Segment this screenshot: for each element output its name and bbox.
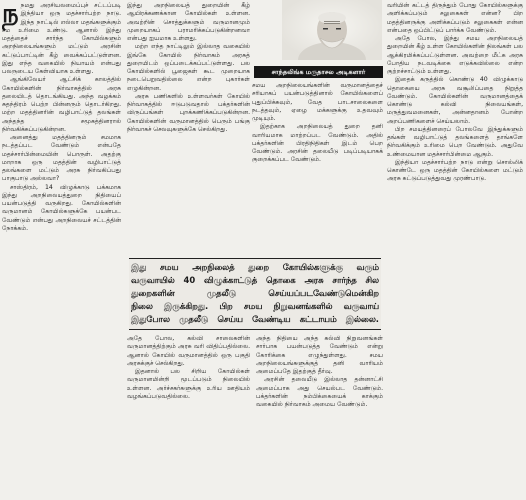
- paragraph: அரசின் தலையீடு இல்லாத தன்னாட்சி அமைப்பாக அது செயல்பட வேண்டும். பக்தர்களின் நம்பிக்கையைக் காக்கும் வகையில் நிர்வாகம் அமைய வேண்டும்.: [256, 376, 383, 408]
- pull-quote: [129, 258, 381, 330]
- pull-quote-line: துறைகளின் முதலீடு செய்யப்படவேண்டுமென்கிற: [131, 288, 379, 298]
- paragraph: இதைக் கருத்தில் கொண்டு 40 விழுக்காடு தொகையை அரசு வசூலிப்பதை நிறுத்த வேண்டும். கோயில்களின் வருமானத்தைக் கொண்டு கல்வி நிலையங்கள், மருத்துவமனைகள், அன்னதானம் போன்ற அறப்பணிகளைச் செய்யலாம்.: [387, 76, 523, 125]
- paragraph: ஆங்கிலேயர் ஆட்சிக் காலத்தில் கோயில்களின் நிர்வாகத்தில் அரசு தலையிடத் தொடங்கியது. அந்த வழக்கம் சுதந்திரம் பெற்ற பின்னரும் தொடர்கிறது. மற்ற மதத்தினரின் வழிபாட்டுத் தலங்கள் அந்தந்த சமூகத்தினரால் நிர்வகிக்கப்படுகின்றன.: [2, 76, 121, 133]
- pull-quote-line: நிலை இருக்கிறது. பிற சமய நிறுவனங்களில் வருவாய்: [131, 301, 379, 311]
- paragraph: மற்ற எந்த நாட்டிலும் இல்லாத வகையில் இங்கே கோயில் நிர்வாகம் அரசுத் துறையிடம் ஒப்படைக்கப்பட்டுள்ளது. பல கோயில்களில் பூஜைகள் கூட முறையாக நடைபெறுவதில்லை என்ற புகார்கள் எழுகின்றன.: [127, 43, 250, 92]
- pull-quote-line: வருவாயில் 40 விழுக்காட்டுத் தொகை அரசு சார்ந்த சில: [131, 275, 379, 285]
- author-portrait: [282, 0, 382, 60]
- drop-cap: ந: [2, 2, 19, 29]
- article-column-1: [2, 2, 121, 498]
- paragraph: இதற்காக அறநிலையத் துறை தனி வாரியமாக மாற்றப்பட வேண்டும். அதில் பக்தர்களின் பிரதிநிதிகள் இடம் பெற வேண்டும். அரசின் தலையீடு படிப்படியாகக் குறைக்கப்பட வேண்டும்.: [252, 123, 383, 164]
- paragraph: இதனால் பல சிறிய கோயில்கள் வருமானமின்றி மூடப்படும் நிலையில் உள்ளன. அர்ச்சகர்களுக்கு உரிய ஊதியம் வழங்கப்படுவதில்லை.: [127, 368, 250, 400]
- paragraph: நமது அரசியலமைப்புச் சட்டப்படி இந்தியா ஒரு மதச்சார்பற்ற நாடு. இந்த நாட்டில் எல்லா மதங்களுக்கும் சம உரிமை உண்டு. ஆனால் இந்து மதத்தைச் சார்ந்த கோயில்களும் அறநிலையங்களும் மட்டும் அரசின் கட்டுப்பாட்டின் கீழ் வைக்கப்பட்டுள்ளன. இது எந்த வகையில் நியாயம் என்பது பலருடைய கேள்வியாக உள்ளது.: [2, 2, 121, 75]
- article-column-4: [387, 2, 523, 498]
- paragraph: அனைத்து மதத்தினரும் சமமாக நடத்தப்பட வேண்டும் என்பதே மதச்சார்பின்மையின் பொருள். அதற்கு மாறாக ஒரு மதத்தின் வழிபாட்டுத் தலங்களை மட்டும் அரசு நிர்வகிப்பது பாகுபாடு அல்லவா?: [2, 134, 121, 183]
- article-column-3-upper: [252, 82, 383, 242]
- paragraph: அரசு பணிகளில் உள்ளவர்கள் கோயில் நிர்வாகத்தில் ஈடுபடுவதால் பக்தர்களின் விருப்பங்கள் புறக்கணிக்கப்படுகின்றன. கோயில்களின் வருமானத்தில் பெரும் பங்கு நிர்வாகச் செலவுகளுக்கே செல்கிறது.: [127, 92, 250, 133]
- portrait-caption: சாந்தலிங்க மருதாசல அடிகளார்: [254, 66, 383, 78]
- paragraph: இந்தியா மதச்சார்பற்ற நாடு என்று சொல்லிக் கொண்டே ஒரு மதத்தின் கோயில்களை மட்டும் அரசு கட்டுப்படுத்துவது முரண்பாடு.: [387, 158, 523, 183]
- paragraph: அதே போல, கல்வி சாலைகளின் வருமானத்திற்கும் அரசு வரி விதிப்பதில்லை. ஆனால் கோயில் வருமானத்தில் ஒரு பகுதி அரசுக்குச் செல்கிறது.: [127, 335, 250, 367]
- pull-quote-line: இது சமய அறநிலைத் துறை கோயில்களுக்கு வரும்: [131, 262, 379, 272]
- paragraph: அந்த நிதியை அந்த கல்வி நிறுவனங்கள் சார்பாக பயன்படுத்த வேண்டும் என்று கோரிக்கை எழுந்துள்ளது. சமய அறநிலையங்களுக்குத் தனி வாரியம் அமைப்பதே இதற்குத் தீர்வு.: [256, 335, 383, 375]
- paragraph: வரியின் கட்டத் திருந்தும் போது கோயில்களுக்கு அளிக்கப்படும் சலுகைகள் என்ன? பிற மதத்தினருக்கு அளிக்கப்படும் சலுகைகள் என்ன என்பதை ஒப்பிட்டுப் பார்க்க வேண்டும்.: [387, 2, 523, 34]
- paragraph: பிற சமயத்தினரைப் போலவே இந்துக்களும் தங்கள் வழிபாட்டுத் தலங்களைத் தாங்களே நிர்வகிக்கும் உரிமை பெற வேண்டும். அதுவே உண்மையான மதச்சார்பின்மை ஆகும்.: [387, 125, 523, 158]
- paragraph: சாஸ்திரம், 14 விழுக்காடு பக்கமாக இந்து அறநிலையத்துறை நிதியைப் பயன்படுத்தி வருகிறது. கோயில்களின் வருமானம் கோயில்களுக்கே பயன்பட வேண்டும் என்பது அறநிலையச் சட்டத்தின் நோக்கம்.: [2, 183, 121, 232]
- paragraph: சமய அறநிலையங்களின் வருமானத்தைச் சரியாகப் பயன்படுத்தினால் கோயில்களைப் புதுப்பிக்கவும், வேத பாடசாலைகளை நடத்தவும், ஏழை மக்களுக்கு உதவவும் முடியும்.: [252, 82, 383, 122]
- article-column-3-lower: [256, 335, 383, 498]
- article-column-2: [127, 2, 250, 242]
- article-column-2-lower: [127, 335, 250, 498]
- paragraph: இந்து அறநிலையத் துறையின் கீழ் ஆயிரக்கணக்கான கோயில்கள் உள்ளன. அவற்றின் சொத்துக்களும் வருமானமும் முறையாகப் பராமரிக்கப்படுகின்றனவா என்பது ஐயமாக உள்ளது.: [127, 2, 250, 42]
- pull-quote-line: இதுபோல முதலீடு செய்ய வேண்டிய கட்டாயம் இல்லை.: [131, 314, 379, 324]
- paragraph: அதே போல, இந்து சமய அறநிலையத் துறையின் கீழ் உள்ள கோயில்களின் நிலங்கள் பல ஆக்கிரமிக்கப்பட்டுள்ளன. அவற்றை மீட்க அரசு போதிய நடவடிக்கை எடுக்கவில்லை என்ற குற்றச்சாட்டும் உள்ளது.: [387, 35, 523, 75]
